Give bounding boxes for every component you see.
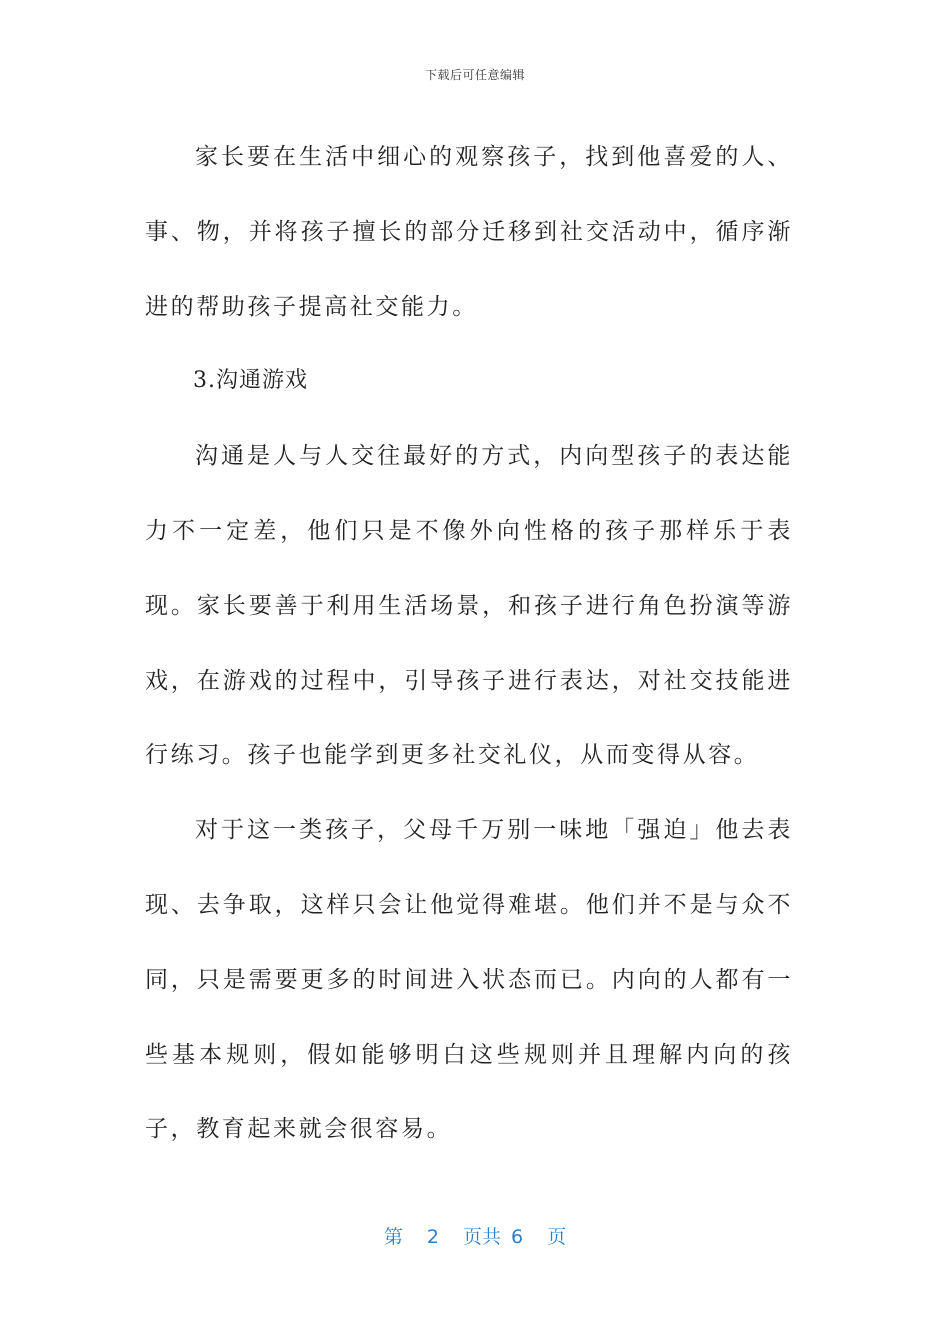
page-number-footer xyxy=(0,1222,950,1249)
section-heading-communication-games: 3.沟通游戏 xyxy=(193,368,308,394)
document-body xyxy=(145,120,793,1167)
current-page-number: 2 xyxy=(426,1226,439,1248)
page-label-mid: 页共 xyxy=(462,1226,501,1248)
total-pages-number: 6 xyxy=(511,1226,524,1248)
paragraph-parents-advice: 对于这一类孩子，父母千万别一味地「强迫」他去表现、去争取，这样只会让他觉得难堪。他们并不是与众不同，只是需要更多的时间进入状态而已。内向的人都有一些基本规则，假如能够明白这些规则并且理解内向的孩子，教育起来就会很容易。 xyxy=(145,817,793,1143)
page-label-prefix: 第 xyxy=(383,1226,403,1248)
paragraph-observe: 家长要在生活中细心的观察孩子，找到他喜爱的人、事、物，并将孩子擅长的部分迁移到社交活动中，循序渐进的帮助孩子提高社交能力。 xyxy=(145,144,793,320)
paragraph-communication: 沟通是人与人交往最好的方式，内向型孩子的表达能力不一定差，他们只是不像外向性格的孩子那样乐于表现。家长要善于利用生活场景，和孩子进行角色扮演等游戏，在游戏的过程中，引导孩子进行表达，对社交技能进行练习。孩子也能学到更多社交礼仪，从而变得从容。 xyxy=(145,443,793,769)
header-note: 下载后可任意编辑 xyxy=(424,68,525,82)
page-label-suffix: 页 xyxy=(547,1226,567,1248)
